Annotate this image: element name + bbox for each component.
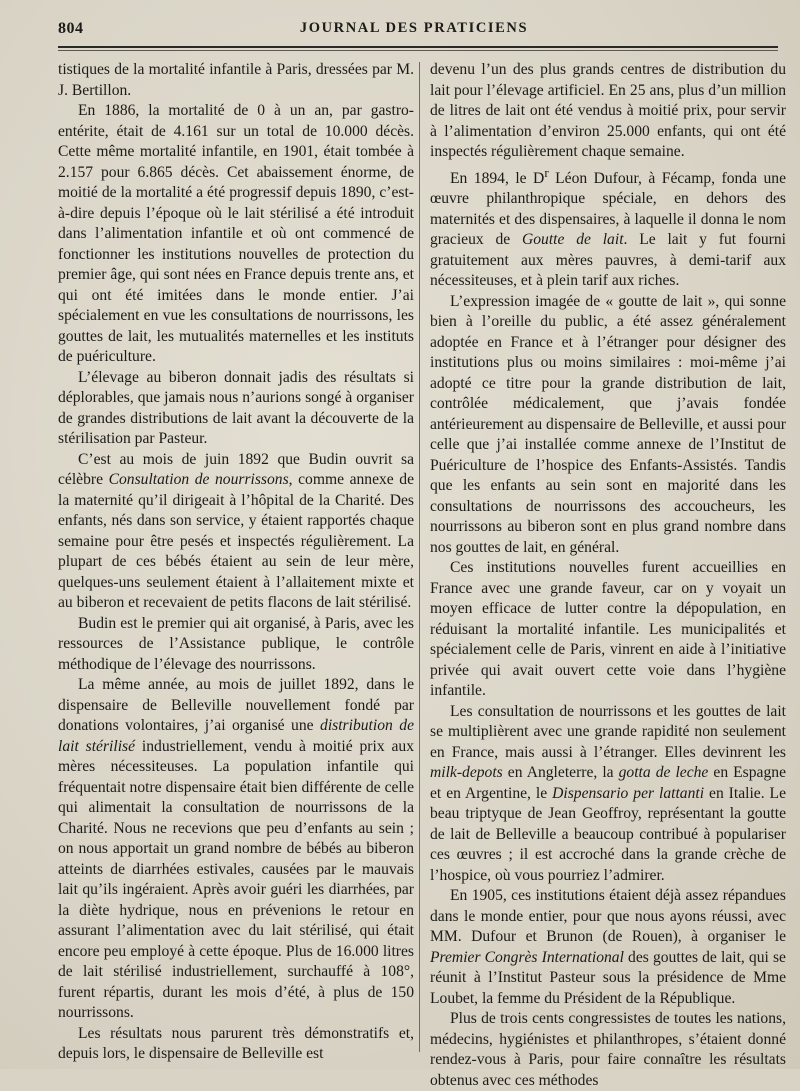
page-header xyxy=(58,14,770,42)
text-run: industriellement, vendu à moitié prix aux mères nécessiteuses. La population infantile qui fréquentait notre dispensaire était bien différente de celle qui alimentait la consultation de nourrissons de la Charité. Nous ne recevions que peu d’enfants au sein ; on nous apportait un grand nombre de bébés au biberon atteints de diarrhées estivales, causées par le mauvais lait qu’ils ingéraient. Après avoir guéri les diarrhées, par la diète hydrique, nous en prévenions le retour en assurant l’alimentation avec du lait stérilisé, qui était encore peu employé à cette époque. Plus de 16.000 litres de lait stérilisé industriellement, surchauffé à 108°, furent répartis, durant les mois d’été, à plus de 150 nourrissons. xyxy=(58,737,414,1021)
paragraph: L’élevage au biberon donnait jadis des résultats si déplorables, que jamais nous n’aurions songé à organiser de grandes distributions de lait avant la découverte de la stérilisation par Pasteur. xyxy=(58,368,414,447)
text-run: en Italie. Le beau triptyque de Jean Geoffroy, représentant la goutte de lait de Belleville a beaucoup contribué à populariser ces œuvres ; il est accroché dans la grande crèche de l’hospice, où vous pourriez l’admirer. xyxy=(430,784,786,884)
right-column xyxy=(430,60,786,1091)
italic-term: Premier Congrès International xyxy=(430,948,624,966)
italic-term: Consultation de nourrissons xyxy=(108,471,289,488)
text-run: . Le lait y fut fourni gratuitement aux mères pauvres, à demi-tarif aux nécessiteuses, et à plein tarif aux riches. xyxy=(430,231,786,290)
text-run: Les consultation de nourrissons et les gouttes de lait se multiplièrent avec une grande rapidité non seulement en France, mais aussi à l’étranger. Elles devinrent les xyxy=(430,702,786,761)
paragraph: Budin est le premier qui ait organisé, à Paris, avec les ressources de l’Assistance publique, le contrôle méthodique de l’élevage des nourrissons. xyxy=(58,614,414,673)
text-run: En 1894, le D xyxy=(450,169,545,187)
column-divider xyxy=(419,62,420,1052)
paragraph: L’expression imagée de « goutte de lait », qui sonne bien à l’oreille du public, a été assez généralement adoptée en France et à l’étranger pour désigner des institutions plus ou moins similaires : moi-même j’ai adopté ce titre pour la grande distribution de lait, contrôlée médicalement, que j’avais fondée antérieurement au dispensaire de Belleville, et aussi pour celle que j’ai installée comme annexe de l’Institut de Puériculture de l’hospice des Enfants-Assistés. Tandis que les enfants au sein sont en majorité dans les consultations de nourrissons des accoucheurs, les nourrissons au biberon sont en plus grand nombre dans nos gouttes de lait, en général. xyxy=(430,292,786,556)
italic-term: gotta de leche xyxy=(618,764,709,782)
text-run: C’est au mois de juin 1892 que Budin ouvrit sa célèbre xyxy=(58,450,414,488)
text-run: Léon Dufour, à Fécamp, fonda une œuvre philanthropique spéciale, en dehors des maternités et des dispensaires, à laquelle il donna le nom gracieux de xyxy=(430,169,786,249)
paragraph xyxy=(430,163,786,292)
superscript: r xyxy=(544,164,549,180)
paragraph: Ces institutions nouvelles furent accueillies en France avec une grande faveur, car on y voyait un moyen efficace de lutter contre la dépopulation, en réduisant la mortalité infantile. Les municipalités et spécialement celle de Paris, vinrent en aide à l’initiative privée qui avait ouvert cette voie dans l’hygiène infantile. xyxy=(430,559,786,700)
italic-term: milk-depots xyxy=(430,764,503,782)
header-rule-thin xyxy=(58,50,778,51)
italic-term: distribution de lait stérilisé xyxy=(58,717,414,755)
paragraph: En 1886, la mortalité de 0 à un an, par gastro-entérite, était de 4.161 sur un total de 10.000 décès. Cette même mortalité infantile, en 1901, était tombée à 2.157 pour 6.865 décès. Cet abaissement énorme, de moitié de la mortalité a été progressif depuis 1890, c’est-à-dire depuis l’époque où le lait stérilisé a été introduit dans l’alimentation infantile et où ont commencé de fonctionner les institutions nouvelles de protection du premier âge, qui sont nées en France depuis trente ans, et qui ont été imitées dans le monde entier. J’ai spécialement en vue les consultations de nourrissons, les gouttes de lait, les mutualités maternelles et les instituts de puériculture. xyxy=(58,102,414,365)
italic-term: Goutte de lait xyxy=(521,231,624,249)
paragraph xyxy=(58,450,414,614)
text-run: en Espagne et en Argentine, le xyxy=(430,764,786,802)
paragraph: devenu l’un des plus grands centres de distribution du lait pour l’élevage artificiel. En 25 ans, plus d’un million de litres de lait ont été vendus à moitié prix, pour servir à l’alimentation d’environ 25.000 enfants, qui ont été inspectés régulièrement chaque semaine. xyxy=(430,61,786,160)
page-number: 804 xyxy=(58,20,84,37)
left-column xyxy=(58,60,414,1065)
journal-title: JOURNAL DES PRATICIENS xyxy=(299,20,529,36)
text-run: La même année, au mois de juillet 1892, dans le dispensaire de Belleville nouvellement fondé par donations volontaires, j’ai organisé une xyxy=(58,676,414,734)
paragraph: tistiques de la mortalité infantile à Paris, dressées par M. J. Bertillon. xyxy=(58,61,414,99)
text-run: En 1905, ces institutions étaient déjà assez répandues dans le monde entier, pour que nous ayons réussi, avec MM. Dufour et Brunon (de Rouen), à organiser le xyxy=(430,887,786,946)
paragraph xyxy=(58,675,414,1024)
italic-term: Dispensario per lattanti xyxy=(552,784,705,802)
text-run: en Angleterre, la xyxy=(502,764,619,782)
text-run: , comme annexe de la maternité qu’il dirigeait à l’hôpital de la Charité. Des enfants, nés dans son service, y étaient rapportés chaque semaine pour être pesés et inspectés régulièrement. La plupart de ces bébés étaient au sein de leur mère, quelques-uns seulement étaient à l’allaitement mixte et au biberon et recevaient de petits flacons de lait stérilisé. xyxy=(58,471,414,611)
header-rule xyxy=(58,46,778,48)
paragraph: Les résultats nous parurent très démonstratifs et, depuis lors, le dispensaire de Belleville est xyxy=(58,1024,414,1062)
text-run: des gouttes de lait, qui se réunit à l’Institut Pasteur sous la présidence de Mme Loubet, la femme du Président de la République. xyxy=(430,948,786,1007)
paragraph xyxy=(430,886,786,1009)
paragraph: Plus de trois cents congressistes de toutes les nations, médecins, hygiénistes et philanthropes, s’étaient donné rendez-vous à Paris, pour faire connaître les résultats obtenus avec ces méthodes xyxy=(430,1010,786,1089)
paragraph xyxy=(430,702,786,887)
